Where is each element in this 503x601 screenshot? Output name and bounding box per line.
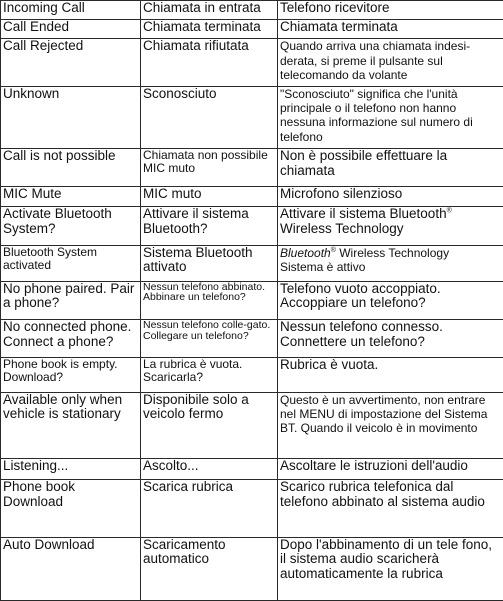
cell-description: Telefono ricevitore: [278, 1, 503, 20]
table-row: [1, 1, 503, 20]
cell-english: Listening...: [1, 458, 141, 479]
cell-english: Bluetooth System activated: [1, 245, 141, 281]
table-row: [1, 480, 503, 537]
cell-italian: Disponibile solo a veicolo fermo: [141, 392, 278, 458]
table-row: [1, 20, 503, 39]
cell-description: Quando arriva una chiamata indesi-derata, si preme il pulsante sul telecomando da volante: [278, 39, 503, 86]
cell-description: Rubrica è vuota.: [278, 358, 503, 392]
cell-description: Scarico rubrica telefonica dal telefono abbinato al sistema audio: [278, 480, 503, 537]
cell-italian: Attivare il sistema Bluetooth?: [141, 207, 278, 245]
cell-english: Activate Bluetooth System?: [1, 207, 141, 245]
cell-description: Nessun telefono connesso. Connettere un telefono?: [278, 320, 503, 358]
cell-description: Microfono silenzioso: [278, 187, 503, 207]
cell-description: Dopo l'abbinamento di un tele fono, il sistema audio scaricherà automaticamente la rubrica: [278, 537, 503, 601]
table-row: [1, 392, 503, 458]
cell-english: Call Ended: [1, 20, 141, 39]
table-row: [1, 537, 503, 601]
cell-description: Questo è un avvertimento, non entrare nel MENU di impostazione del Sistema BT. Quando il veicolo è in movimento: [278, 392, 503, 458]
cell-description: Non è possibile effettuare la chiamata: [278, 148, 503, 186]
cell-italian: Ascolto...: [141, 458, 278, 479]
cell-italian: Sistema Bluetooth attivato: [141, 245, 278, 281]
cell-description: [278, 207, 503, 245]
table-row: [1, 281, 503, 319]
cell-italian: Sconosciuto: [141, 86, 278, 148]
cell-english: No phone paired. Pair a phone?: [1, 281, 141, 319]
registered-mark: ®: [330, 246, 336, 254]
table-row: [1, 358, 503, 392]
table-row: [1, 320, 503, 358]
cell-description: "Sconosciuto" significa che l'unità principale o il telefono non hanno nessuna informazione sul numero di telefono: [278, 86, 503, 148]
cell-italian: Chiamata rifiutata: [141, 39, 278, 86]
cell-italian: Chiamata non possibile MIC muto: [141, 148, 278, 186]
cell-english: Auto Download: [1, 537, 141, 601]
cell-italian: Scarica rubrica: [141, 480, 278, 537]
cell-description: [278, 245, 503, 281]
cell-italian: Nessun telefono abbinato. Abbinare un telefono?: [141, 281, 278, 319]
description-text: Wireless Technology: [280, 220, 404, 236]
cell-english: Call Rejected: [1, 39, 141, 86]
cell-italian: MIC muto: [141, 187, 278, 207]
table-row: [1, 207, 503, 245]
cell-italian: Chiamata in entrata: [141, 1, 278, 20]
cell-italian: Scaricamento automatico: [141, 537, 278, 601]
cell-italian: La rubrica è vuota. Scaricarla?: [141, 358, 278, 392]
cell-english: No connected phone. Connect a phone?: [1, 320, 141, 358]
table-row: [1, 245, 503, 281]
cell-description: Chiamata terminata: [278, 20, 503, 39]
table-row: [1, 458, 503, 479]
description-text: Wireless Technology: [339, 245, 450, 260]
cell-english: Call is not possible: [1, 148, 141, 186]
table-row: [1, 148, 503, 186]
brand-text: Bluetooth: [280, 245, 331, 260]
cell-english: Phone book Download: [1, 480, 141, 537]
cell-english: Unknown: [1, 86, 141, 148]
table-row: [1, 187, 503, 207]
cell-description: Ascoltare le istruzioni dell'audio: [278, 458, 503, 479]
cell-description: Telefono vuoto accoppiato. Accoppiare un telefono?: [278, 281, 503, 319]
cell-english: MIC Mute: [1, 187, 141, 207]
table-row: [1, 86, 503, 148]
table-row: [1, 39, 503, 86]
description-text: Attivare il sistema Bluetooth: [280, 206, 447, 222]
cell-english: Incoming Call: [1, 1, 141, 20]
cell-english: Phone book is empty. Download?: [1, 358, 141, 392]
cell-italian: Nessun telefono colle-gato. Collegare un telefono?: [141, 320, 278, 358]
cell-italian: Chiamata terminata: [141, 20, 278, 39]
description-text: Sistema è attivo: [280, 259, 366, 274]
cell-english: Available only when vehicle is stationary: [1, 392, 141, 458]
registered-mark: ®: [446, 207, 452, 215]
